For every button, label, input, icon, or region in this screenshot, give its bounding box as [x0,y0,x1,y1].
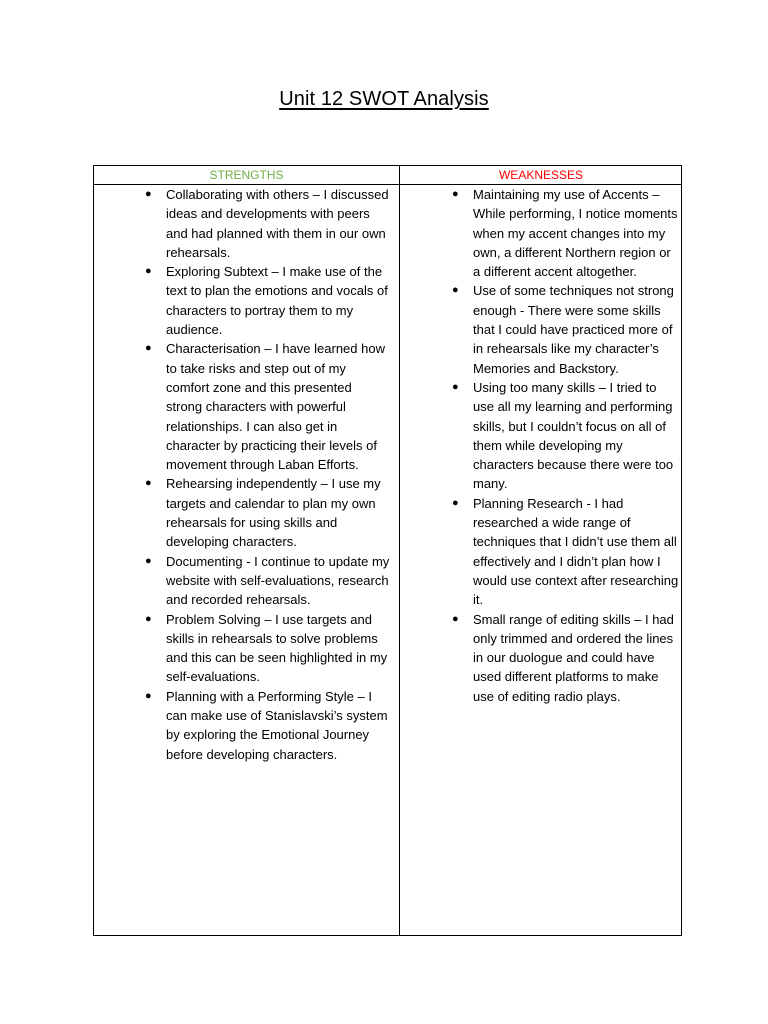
strengths-list [145,185,390,764]
bullet-icon: ● [145,612,152,625]
bullet-icon: ● [145,265,152,278]
weakness-item-text: Use of some techniques not strong enough - There were some skills that I could have practiced more of in rehearsals like my character’s Memories and Backstory. [473,283,674,376]
strength-item-text: Planning with a Performing Style – I can make use of Stanislavski’s system by exploring the Emotional Journey before developing characters. [166,688,388,762]
strength-item-text: Documenting - I continue to update my website with self-evaluations, research and recorded rehearsals. [166,553,390,608]
bullet-icon: ● [145,188,152,200]
bullet-icon: ● [452,188,459,200]
bullet-icon: ● [145,689,152,702]
strength-item-text: Problem Solving – I use targets and skills in rehearsals to solve problems and this can be seen highlighted in my self-evaluations. [166,611,388,685]
bullet-icon: ● [452,496,459,509]
weaknesses-header: WEAKNESSES [498,168,584,182]
strength-item [145,185,390,262]
weaknesses-column [452,185,679,706]
strength-item [145,687,390,764]
weaknesses-list [452,185,679,706]
weakness-item [452,281,679,377]
weakness-item [452,610,679,706]
strength-item [145,474,390,551]
weakness-item [452,378,679,494]
bullet-icon: ● [145,477,152,490]
bullet-icon: ● [145,554,152,567]
column-divider [399,166,400,935]
strength-item-text: Rehearsing independently – I use my targets and calendar to plan my own rehearsals for using skills and developing characters. [166,476,381,550]
strength-item [145,262,390,339]
strength-item [145,552,390,610]
bullet-icon: ● [145,342,152,355]
strengths-header: STRENGTHS [209,168,284,182]
bullet-icon: ● [452,380,459,393]
strengths-column [145,185,390,764]
weakness-item [452,494,679,610]
strength-item [145,610,390,687]
strength-item [145,339,390,474]
bullet-icon: ● [452,612,459,625]
swot-table [93,165,682,936]
strength-item-text: Exploring Subtext – I make use of the text to plan the emotions and vocals of characters to portray them to my audience. [166,264,388,338]
weakness-item-text: Using too many skills – I tried to use all my learning and performing skills, but I couldn’t focus on all of them while developing my characters because there were too many. [473,379,674,492]
weakness-item-text: Planning Research - I had researched a wide range of techniques that I didn’t use them all effectively and I didn’t plan how I would use context after researching it. [473,495,679,608]
strength-item-text: Collaborating with others – I discussed ideas and developments with peers and had planned with them in our own rehearsals. [166,187,389,260]
strength-item-text: Characterisation – I have learned how to take risks and step out of my comfort zone and this presented strong characters with powerful relationships. I can also get in character by practicing their levels of movement through Laban Efforts. [166,341,385,473]
page-title: Unit 12 SWOT Analysis [279,88,489,110]
weakness-item-text: Maintaining my use of Accents – While performing, I notice moments when my accent changes into my own, a different Northern region or a different accent altogether. [473,187,678,280]
bullet-icon: ● [452,284,459,297]
weakness-item-text: Small range of editing skills – I had only trimmed and ordered the lines in our duologue and could have used different platforms to make use of editing radio plays. [473,611,674,704]
weakness-item [452,185,679,281]
